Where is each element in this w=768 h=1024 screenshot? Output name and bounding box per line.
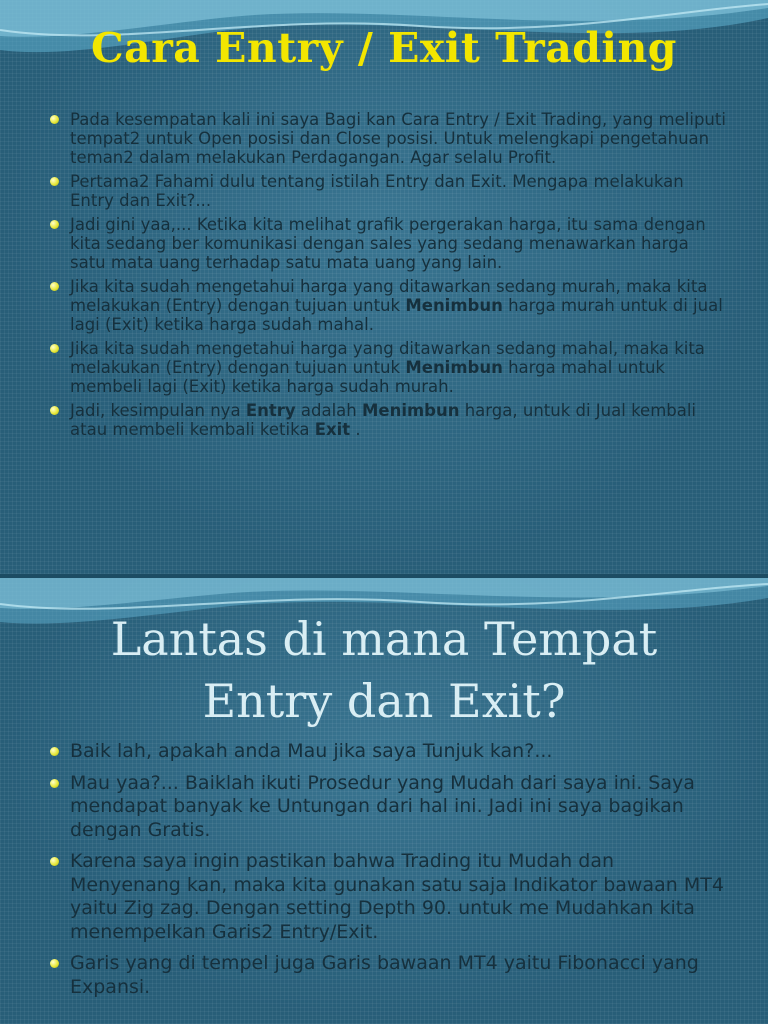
bullet-text: Jadi gini yaa,... Ketika kita melihat grafik pergerakan harga, itu sama dengan kita sedang ber komunikasi dengan sales yang sedang menawarkan harga satu mata uang terhadap satu mata uang yang lain. bbox=[70, 215, 706, 272]
slide-2 bbox=[0, 578, 768, 1024]
bullet-text: Pertama2 Fahami dulu tentang istilah Entry dan Exit. Mengapa melakukan Entry dan Exit?... bbox=[70, 172, 684, 210]
bullet-icon bbox=[50, 959, 59, 968]
bullet-icon bbox=[50, 115, 59, 124]
slide-2-title-line-1: Lantas di mana Tempat bbox=[110, 612, 658, 666]
bullet-text: Jika kita sudah mengetahui harga yang ditawarkan sedang mahal, maka kita melakukan (Entry) dengan tujuan untuk Menimbun harga mahal untuk membeli lagi (Exit) ketika harga sudah murah. bbox=[70, 339, 705, 396]
list-item bbox=[48, 172, 728, 210]
slide-2-bullet-list bbox=[48, 740, 728, 1007]
slide-1-title: Cara Entry / Exit Trading bbox=[91, 24, 677, 72]
bullet-icon bbox=[50, 406, 59, 415]
bullet-icon bbox=[50, 282, 59, 291]
list-item bbox=[48, 215, 728, 272]
bullet-icon bbox=[50, 857, 59, 866]
bullet-icon bbox=[50, 220, 59, 229]
list-item bbox=[48, 952, 728, 999]
slide-2-title bbox=[0, 608, 768, 732]
bullet-icon bbox=[50, 779, 59, 788]
list-item bbox=[48, 740, 728, 764]
slide-1-bullet-list bbox=[48, 110, 728, 444]
list-item bbox=[48, 772, 728, 843]
bullet-text: Mau yaa?... Baiklah ikuti Prosedur yang Mudah dari saya ini. Saya mendapat banyak ke Untungan dari hal ini. Jadi ini saya bagikan dengan Gratis. bbox=[70, 771, 695, 841]
bullet-text: Pada kesempatan kali ini saya Bagi kan Cara Entry / Exit Trading, yang meliputi tempat2 untuk Open posisi dan Close posisi. Untuk melengkapi pengetahuan teman2 dalam melakukan Perdagangan. Agar selalu Profit. bbox=[70, 110, 726, 167]
bullet-icon bbox=[50, 344, 59, 353]
bullet-text: Jadi, kesimpulan nya Entry adalah Menimbun harga, untuk di Jual kembali atau membeli kembali ketika Exit . bbox=[70, 401, 697, 439]
list-item bbox=[48, 277, 728, 334]
list-item bbox=[48, 401, 728, 439]
list-item bbox=[48, 339, 728, 396]
bullet-text: Karena saya ingin pastikan bahwa Trading itu Mudah dan Menyenang kan, maka kita gunakan satu saja Indikator bawaan MT4 yaitu Zig zag. Dengan setting Depth 90. untuk me Mudahkan kita menempelkan Garis2 Entry/Exit. bbox=[70, 850, 724, 943]
bullet-icon bbox=[50, 747, 59, 756]
bullet-text: Jika kita sudah mengetahui harga yang ditawarkan sedang murah, maka kita melakukan (Entry) dengan tujuan untuk Menimbun harga murah untuk di jual lagi (Exit) ketika harga sudah mahal. bbox=[70, 277, 723, 334]
bullet-icon bbox=[50, 177, 59, 186]
list-item bbox=[48, 110, 728, 167]
list-item bbox=[48, 850, 728, 944]
slide-2-title-line-2: Entry dan Exit? bbox=[202, 674, 566, 728]
bullet-text: Garis yang di tempel juga Garis bawaan MT4 yaitu Fibonacci yang Expansi. bbox=[70, 952, 699, 998]
bullet-text: Baik lah, apakah anda Mau jika saya Tunjuk kan?... bbox=[70, 740, 553, 762]
